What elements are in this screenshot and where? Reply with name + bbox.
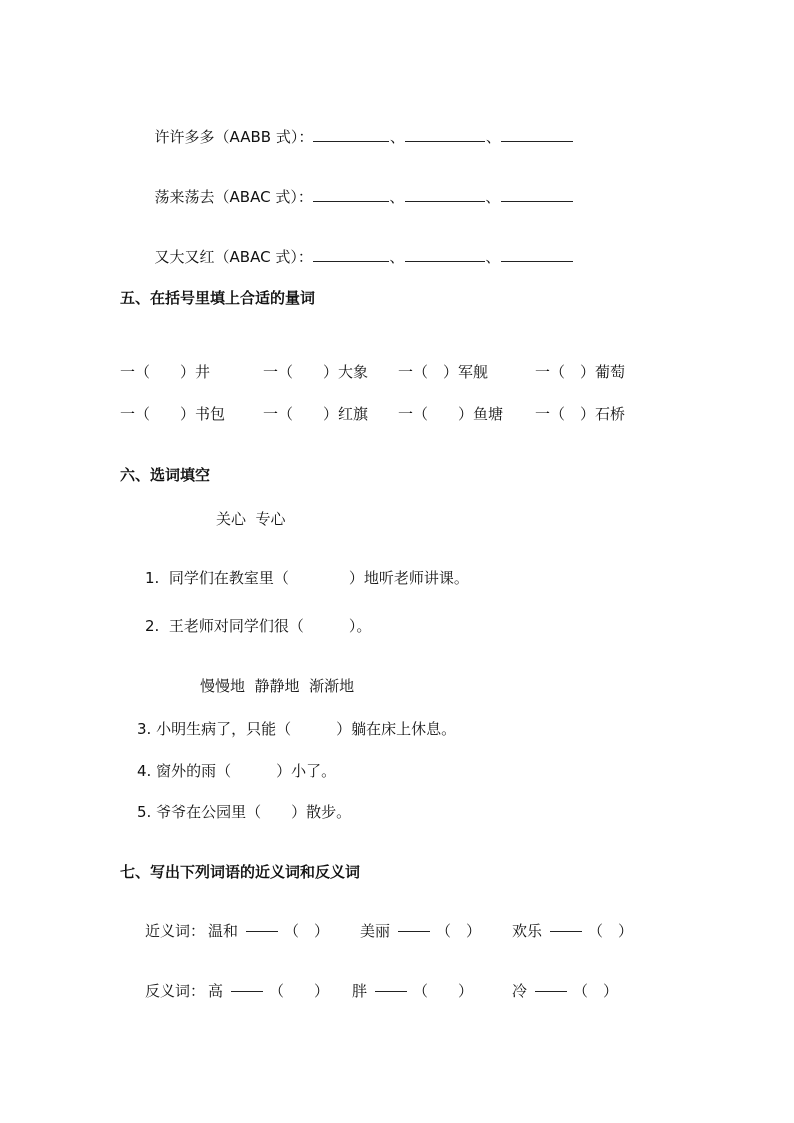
measure-word-item[interactable]: 一（ ）书包	[120, 405, 226, 423]
measure-word-item[interactable]: 一（ ）军舰	[398, 363, 489, 381]
synonym-item[interactable]: 欢乐 （ ）	[512, 922, 634, 940]
answer-blank[interactable]	[405, 188, 485, 202]
answer-blank[interactable]	[313, 188, 389, 202]
measure-word-item[interactable]: 一（ ）红旗	[263, 405, 369, 423]
question-1[interactable]: 1. 同学们在教室里（ ）地听老师讲课。	[145, 569, 469, 587]
measure-word-item[interactable]: 一（ ）石桥	[535, 405, 626, 423]
measure-word-item[interactable]: 一（ ）鱼塘	[398, 405, 504, 423]
question-4[interactable]: 4. 窗外的雨（ ）小了。	[137, 762, 337, 780]
pattern-label: 荡来荡去（ABAC 式）：	[154, 188, 313, 206]
section-5-title: 五、在括号里填上合适的量词	[120, 289, 316, 307]
antonym-label: 反义词：	[145, 982, 206, 1000]
question-3[interactable]: 3. 小明生病了，只能（ ）躺在床上休息。	[137, 720, 457, 738]
question-5[interactable]: 5. 爷爷在公园里（ ）散步。	[137, 803, 352, 821]
antonym-item[interactable]: 高 （ ）	[208, 982, 330, 1000]
measure-word-item[interactable]: 一（ ）大象	[263, 363, 369, 381]
section-7-title: 七、写出下列词语的近义词和反义词	[120, 863, 361, 881]
synonym-label: 近义词：	[145, 922, 206, 940]
pattern-line-abac-2: 又大又红（ABAC 式）： 、 、	[145, 227, 573, 267]
pattern-label: 又大又红（ABAC 式）：	[154, 248, 313, 266]
answer-blank[interactable]	[313, 128, 389, 142]
answer-blank[interactable]	[501, 188, 573, 202]
answer-blank[interactable]	[405, 248, 485, 262]
question-2[interactable]: 2. 王老师对同学们很（ ）。	[145, 617, 372, 635]
answer-blank[interactable]	[501, 248, 573, 262]
pattern-line-abac-1: 荡来荡去（ABAC 式）： 、 、	[145, 167, 573, 207]
synonym-item[interactable]: 温和 （ ）	[208, 922, 330, 940]
answer-blank[interactable]	[405, 128, 485, 142]
antonym-item[interactable]: 胖 （ ）	[352, 982, 474, 1000]
measure-word-item[interactable]: 一（ ）葡萄	[535, 363, 626, 381]
pattern-line-aabb: 许许多多（AABB 式）： 、 、	[145, 107, 573, 147]
synonym-item[interactable]: 美丽 （ ）	[360, 922, 482, 940]
word-choices-2: 慢慢地 静静地 渐渐地	[200, 677, 355, 695]
measure-word-item[interactable]: 一（ ）井	[120, 363, 211, 381]
word-choices-1: 关心 专心	[216, 510, 286, 528]
pattern-label: 许许多多（AABB 式）：	[154, 128, 314, 146]
answer-blank[interactable]	[313, 248, 389, 262]
answer-blank[interactable]	[501, 128, 573, 142]
section-6-title: 六、选词填空	[120, 466, 211, 484]
antonym-item[interactable]: 冷 （ ）	[512, 982, 619, 1000]
